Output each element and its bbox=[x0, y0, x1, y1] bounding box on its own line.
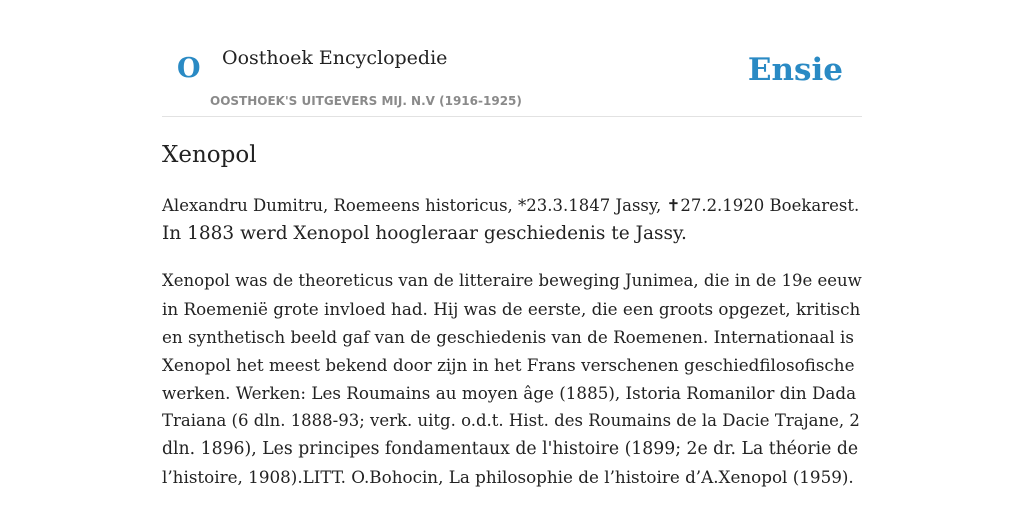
paragraph-line: In 1883 werd Xenopol hoogleraar geschiedenis te Jassy. bbox=[162, 223, 687, 244]
paragraph-line: en synthetisch beeld gaf van de geschiedenis van de Roemenen. Internationaal is bbox=[162, 327, 855, 347]
site-title[interactable]: Oosthoek Encyclopedie bbox=[222, 47, 448, 69]
site-header bbox=[162, 0, 862, 117]
paragraph-line: dln. 1896), Les principes fondamentaux de l'histoire (1899; 2e dr. La théorie de bbox=[162, 439, 859, 459]
paragraph-line: l’histoire, 1908).LITT. O.Bohocin, La philosophie de l’histoire d’A.Xenopol (1959). bbox=[162, 467, 854, 487]
page bbox=[162, 0, 862, 487]
article-paragraph-2 bbox=[162, 267, 862, 491]
paragraph-line: Traiana (6 dln. 1888-93; verk. uitg. o.d.t. Hist. des Roumains de la Dacie Trajane, 2 bbox=[162, 411, 860, 430]
article-paragraph-1 bbox=[162, 192, 862, 248]
paragraph-line: Alexandru Dumitru, Roemeens historicus, *23.3.1847 Jassy, ✝27.2.1920 Boekarest. bbox=[162, 196, 860, 215]
paragraph-line: Xenopol het meest bekend door zijn in het Frans verschenen geschiedfilosofische bbox=[162, 355, 855, 375]
paragraph-line: in Roemenië grote invloed had. Hij was de eerste, die een groots opgezet, kritisch bbox=[162, 299, 861, 319]
publisher-subtitle: OOSTHOEK'S UITGEVERS MIJ. N.V (1916-1925) bbox=[210, 94, 522, 108]
article-title: Xenopol bbox=[162, 142, 257, 168]
site-logo[interactable]: O bbox=[177, 53, 201, 84]
paragraph-line: Xenopol was de theoreticus van de litteraire beweging Junimea, die in de 19e eeuw bbox=[162, 271, 862, 290]
paragraph-line: werken. Werken: Les Roumains au moyen âge (1885), Istoria Romanilor din Dada bbox=[162, 383, 857, 403]
ensie-brand-link[interactable]: Ensie bbox=[747, 52, 843, 88]
